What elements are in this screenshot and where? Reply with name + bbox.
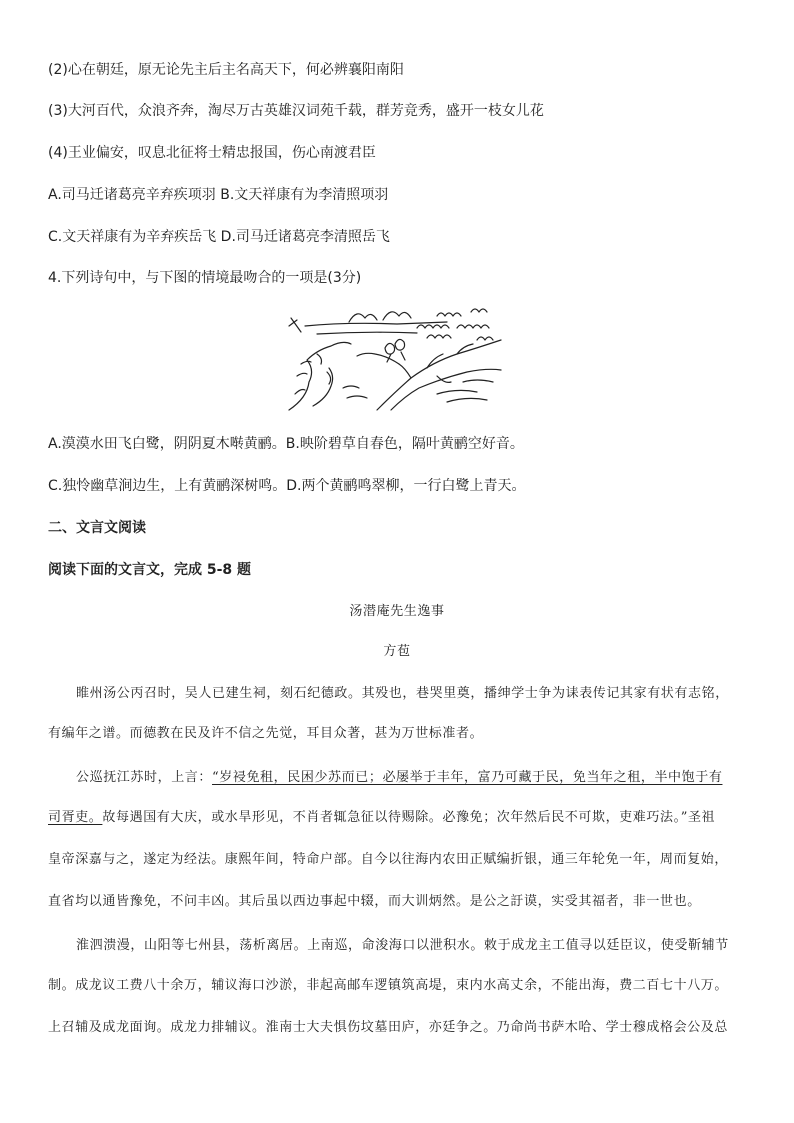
paragraph-2-underlined-sentence: “岁祲免租，民困少苏而已；必屡举于丰年，富乃可藏于民，免当年之租，半中饱于有 (212, 770, 723, 785)
q3-option-2: (2)心在朝廷，原无论先主后主名高天下，何必辨襄阳南阳 (48, 62, 404, 78)
q3-option-4: (4)王业偏安，叹息北征将士精忠报国，伤心南渡君臣 (48, 145, 376, 161)
q4-choices-ab: A.漠漠水田飞白鹭，阴阴夏木啭黄鹂。B.映阶碧草自春色，隔叶黄鹂空好音。 (48, 436, 524, 452)
paragraph-2-underlined-end: 司胥吏。 (48, 810, 103, 825)
q4-stem: 4.下列诗句中，与下图的情境最吻合的一项是(3分) (48, 270, 362, 286)
paragraph-2-line-1-lead: 公巡抚江苏时，上言： (76, 770, 213, 785)
paragraph-2-line-2-rest: 故每遇国有大庆，或水旱形见，不肖者辄急征以待赐除。必豫免；次年然后民不可欺，吏难巧法。”圣祖 (102, 810, 716, 825)
paragraph-3-line-2: 制。成龙议工费八十余万，辅议海口沙淤，非起高邮车逻镇筑高堤，束内水高丈余，不能出海，费二百七十八万。 (48, 978, 729, 993)
paragraph-2-line-3: 皇帝深嘉与之，遂定为经法。康熙年间，特命户部。自今以往海内农田正赋编折银，通三年轮免一年，周而复始， (48, 852, 729, 867)
paragraph-3-line-3: 上召辅及成龙面询。成龙力排辅议。淮南士大夫惧伤坟墓田庐，亦廷争之。乃命尚书萨木哈、学士穆成格会公及总 (48, 1020, 729, 1035)
article-title: 汤潜庵先生逸事 (349, 604, 445, 619)
q3-choices-ab: A.司马迁诸葛亮辛弃疾项羽 B.文天祥康有为李清照项羽 (48, 187, 389, 203)
q3-option-3: (3)大河百代，众浪齐奔，淘尽万古英雄汉词苑千载，群芳竞秀，盛开一枝女儿花 (48, 103, 544, 119)
orioles-landscape-illustration (287, 298, 505, 414)
paragraph-2-line-4: 直省均以通皆豫免，不问丰凶。其后虽以西边事起中辍，而大训炳然。是公之訏谟，实受其福者，非一世也。 (48, 894, 701, 909)
paragraph-1-line-2: 有编年之谱。而德教在民及许不信之先觉，耳目众著，甚为万世标准者。 (48, 726, 484, 741)
section-instruction: 阅读下面的文言文，完成 5-8 题 (48, 562, 252, 578)
paragraph-2-line-1 (76, 768, 722, 788)
q3-choices-cd: C.文天祥康有为辛弃疾岳飞 D.司马迁诸葛亮李清照岳飞 (48, 229, 390, 245)
section-heading: 二、文言文阅读 (48, 520, 146, 536)
paragraph-2-line-2 (48, 808, 715, 828)
paragraph-1-line-1: 睢州汤公丙召时，吴人已建生祠，刻石纪德政。其殁也，巷哭里奠，播绅学士争为诔表传记其家有状有志铭， (76, 686, 729, 701)
article-author: 方苞 (383, 644, 411, 659)
paragraph-3-line-1: 淮泗溃漫，山阳等七州县，荡析离居。上南巡，命浚海口以泄积水。敕于成龙主工值寻以廷臣议，使受靳辅节 (76, 938, 729, 953)
q4-choices-cd: C.独怜幽草涧边生，上有黄鹂深树鸣。D.两个黄鹂鸣翠柳，一行白鹭上青天。 (48, 478, 526, 494)
